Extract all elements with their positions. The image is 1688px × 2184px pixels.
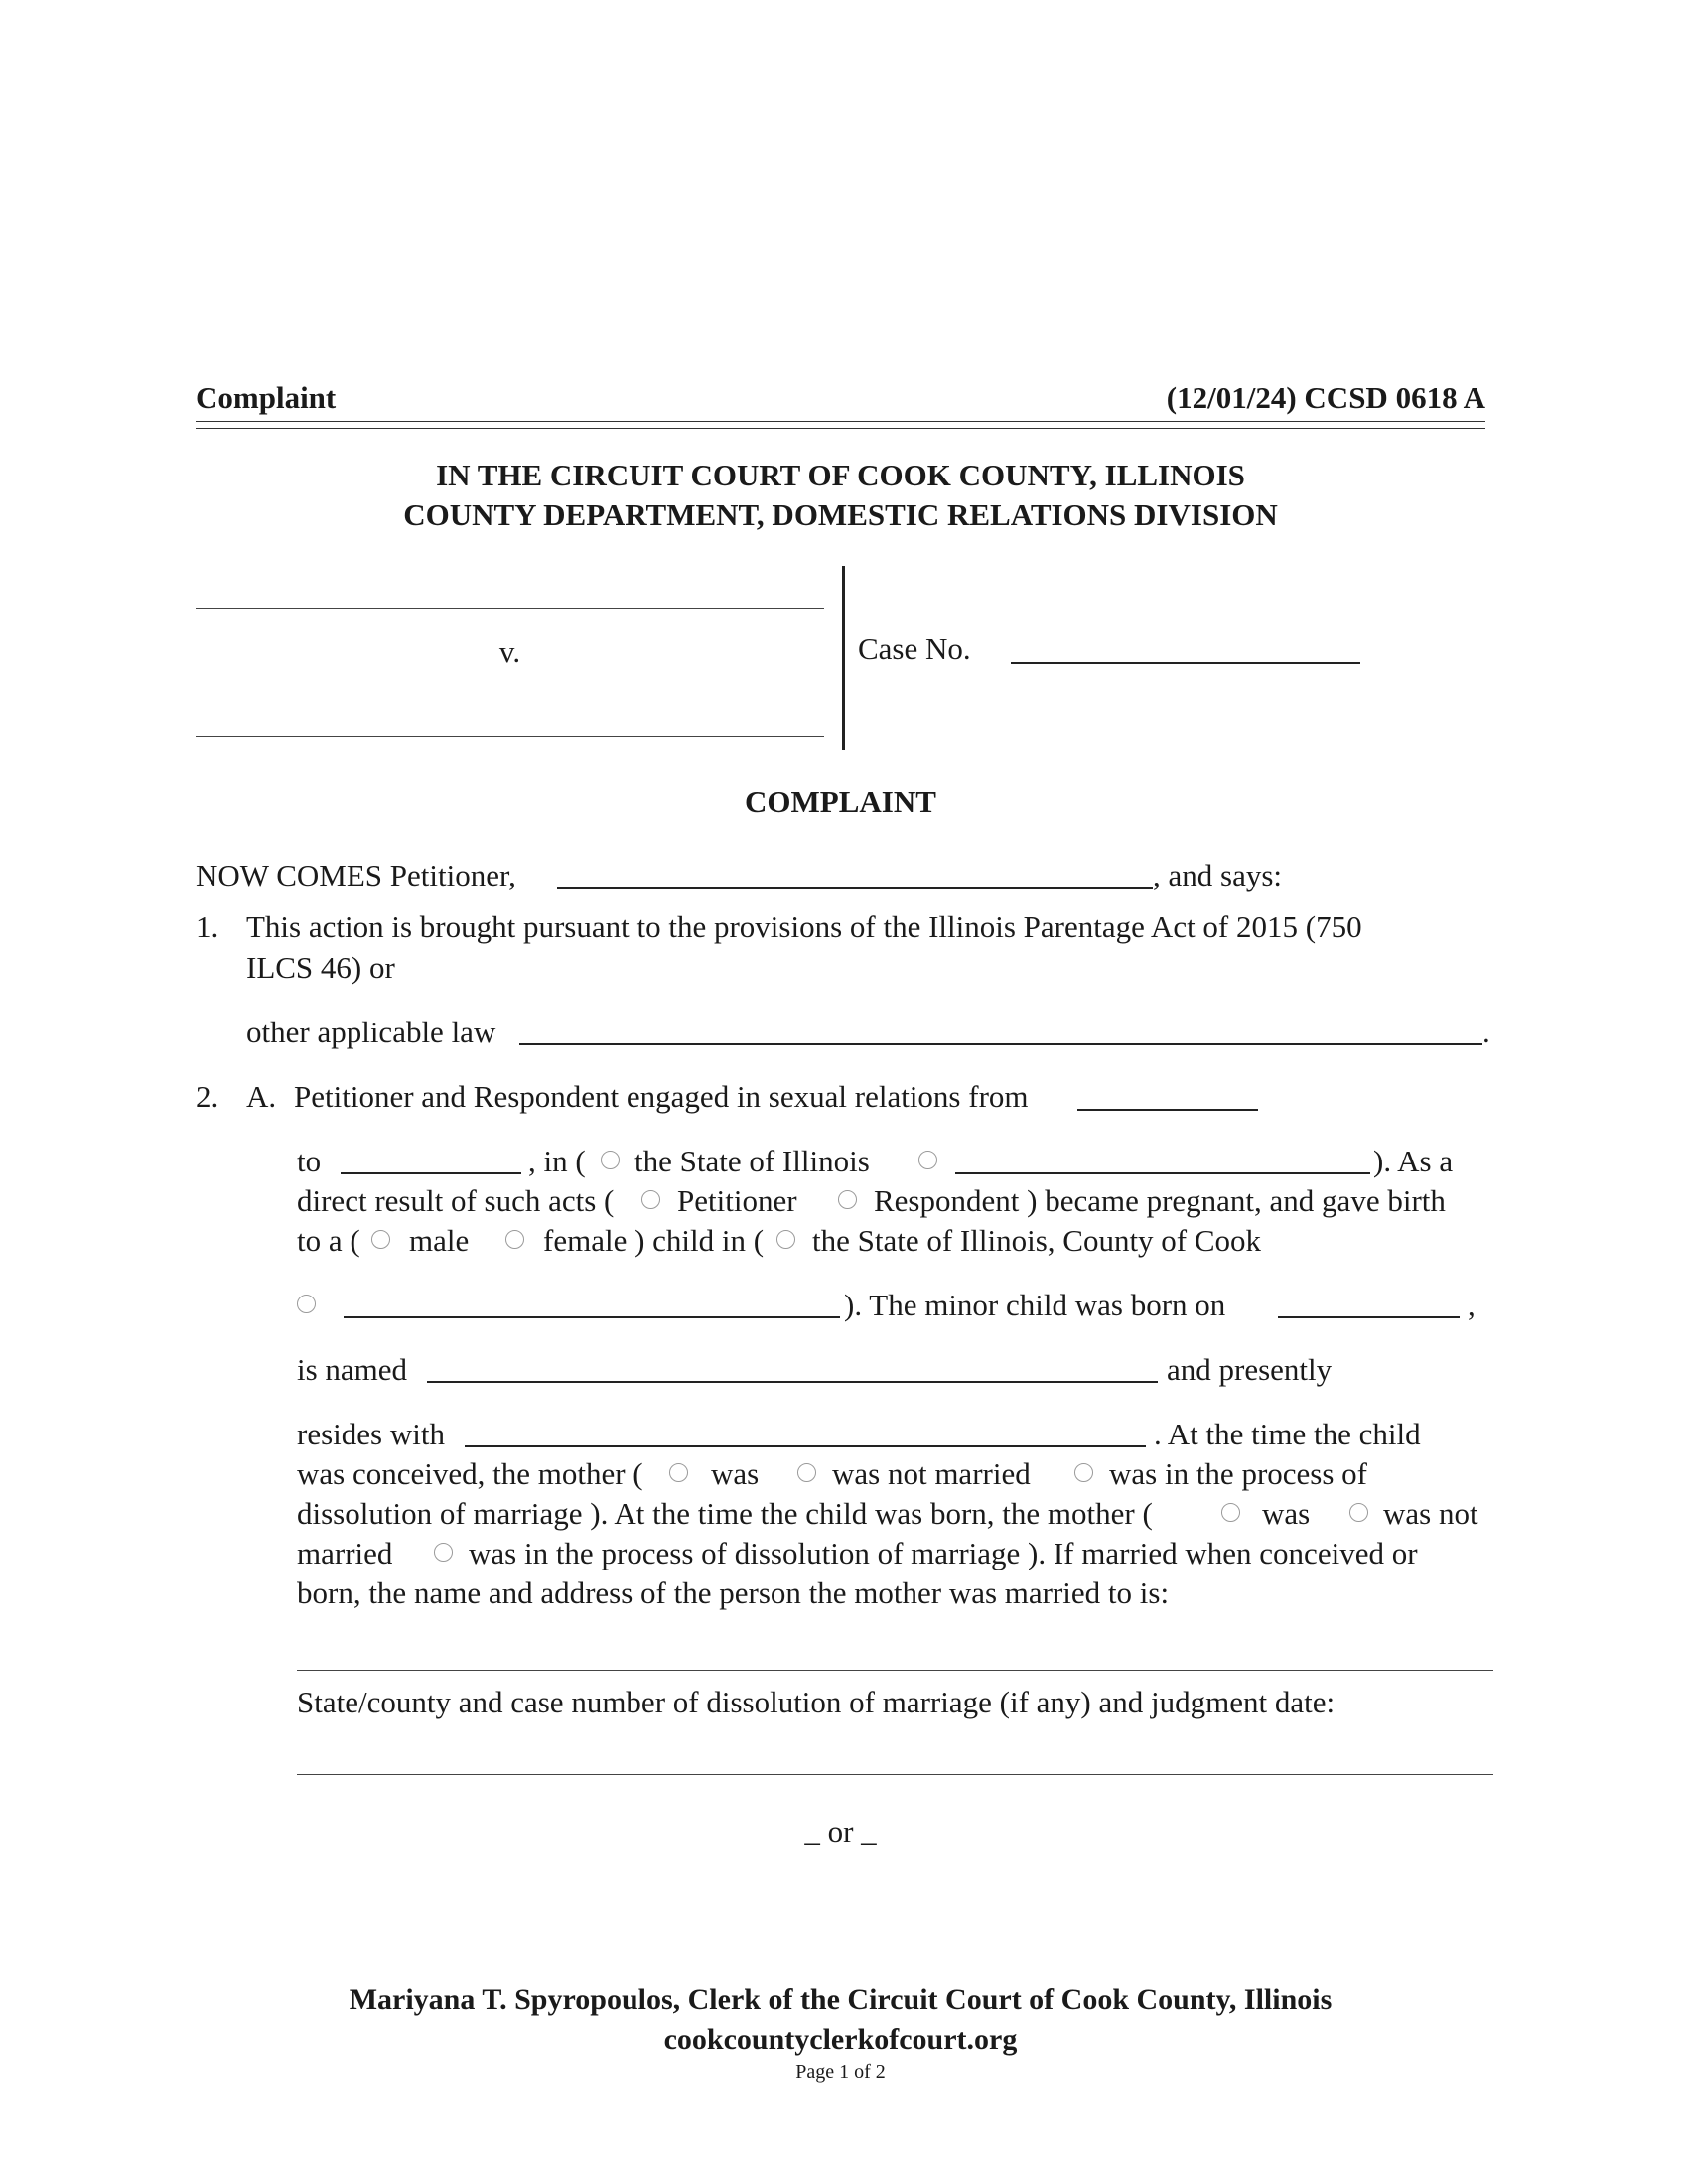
conceived-dissolution-radio[interactable] <box>1074 1463 1093 1482</box>
state-county-label: State/county and case number of dissolution of marriage (if any) and judgment date: <box>297 1685 1336 1719</box>
complaint-title: COMPLAINT <box>745 784 936 819</box>
other-law-label: other applicable law <box>246 1015 496 1049</box>
born-dissolution-text: was in the process of dissolution of marriage ). If married when conceived or <box>469 1536 1418 1570</box>
clerk-name: Mariyana T. Spyropoulos, Clerk of the Circuit Court of Cook County, Illinois <box>349 1983 1333 2016</box>
caption-divider <box>842 566 845 750</box>
header-rule-top <box>196 421 1485 422</box>
page-number: Page 1 of 2 <box>795 2061 886 2083</box>
born-on-comma: , <box>1468 1288 1476 1322</box>
intro-prefix: NOW COMES Petitioner, <box>196 858 516 892</box>
relations-to-field[interactable] <box>341 1172 521 1174</box>
in-open: , in ( <box>528 1144 586 1178</box>
born-was-label: was <box>1262 1496 1311 1531</box>
birth-other-location-radio[interactable] <box>297 1295 316 1313</box>
versus-text: v. <box>498 634 521 669</box>
direct-result-text: direct result of such acts ( <box>297 1183 615 1218</box>
conception-other-state-radio[interactable] <box>918 1151 937 1169</box>
female-label: female ) child in ( <box>543 1223 765 1258</box>
birth-cook-county-radio[interactable] <box>776 1230 795 1249</box>
relations-from-field[interactable] <box>1077 1109 1258 1111</box>
respondent-name-line[interactable] <box>196 736 824 737</box>
close-as-a: ). As a <box>1373 1144 1454 1178</box>
respondent-label: Respondent ) became pregnant, and gave birth <box>874 1183 1446 1218</box>
court-heading-line1: IN THE CIRCUIT COURT OF COOK COUNTY, ILLINOIS <box>436 458 1245 492</box>
conceived-dissolution-label: was in the process of <box>1109 1456 1367 1491</box>
petitioner-label: Petitioner <box>677 1183 797 1218</box>
conceived-not-married-radio[interactable] <box>797 1463 816 1482</box>
female-radio[interactable] <box>505 1230 524 1249</box>
form-code: (12/01/24) CCSD 0618 A <box>1166 380 1485 415</box>
birth-other-location-field[interactable] <box>344 1316 840 1318</box>
petitioner-pregnant-radio[interactable] <box>641 1190 660 1209</box>
clerk-website[interactable]: cookcountyclerkofcourt.org <box>663 2023 1018 2056</box>
to-label: to <box>297 1144 322 1178</box>
other-law-period: . <box>1482 1015 1490 1049</box>
item1-line2: ILCS 46) or <box>246 950 395 985</box>
born-was-not-label: was not <box>1383 1496 1478 1531</box>
form-name: Complaint <box>196 380 337 415</box>
born-on-text: ). The minor child was born on <box>844 1288 1226 1322</box>
at-time-child-text: . At the time the child <box>1154 1417 1421 1451</box>
item1-line1: This action is brought pursuant to the provisions of the Illinois Parentage Act of 2015 (750 <box>246 909 1362 944</box>
state-illinois-label: the State of Illinois <box>634 1144 870 1178</box>
born-not-married-radio[interactable] <box>1349 1503 1368 1522</box>
to-a-text: to a ( <box>297 1223 360 1258</box>
court-heading-line2: COUNTY DEPARTMENT, DOMESTIC RELATIONS DIVISION <box>403 497 1278 532</box>
conception-state-illinois-radio[interactable] <box>601 1151 620 1169</box>
state-cook-label: the State of Illinois, County of Cook <box>812 1223 1262 1258</box>
resides-with-label: resides with <box>297 1417 445 1451</box>
petitioner-field[interactable] <box>557 887 1153 889</box>
header-rule-bottom <box>196 428 1485 429</box>
is-named-label: is named <box>297 1352 408 1387</box>
presently-text: and presently <box>1167 1352 1333 1387</box>
respondent-pregnant-radio[interactable] <box>838 1190 857 1209</box>
birth-date-field[interactable] <box>1278 1316 1460 1318</box>
intro-suffix: , and says: <box>1153 858 1283 892</box>
item2a-label: A. <box>246 1079 277 1114</box>
or-separator: _ or _ <box>804 1814 877 1848</box>
conception-other-state-field[interactable] <box>955 1172 1370 1174</box>
male-label: male <box>409 1223 470 1258</box>
item2a-text: Petitioner and Respondent engaged in sexual relations from <box>294 1079 1029 1114</box>
case-no-field[interactable] <box>1011 662 1360 664</box>
dissolution-text: dissolution of marriage ). At the time the child was born, the mother ( <box>297 1496 1153 1531</box>
conceived-text: was conceived, the mother ( <box>297 1456 643 1491</box>
conceived-was-married-radio[interactable] <box>669 1463 688 1482</box>
born-name-text: born, the name and address of the person the mother was married to is: <box>297 1575 1170 1610</box>
born-was-married-radio[interactable] <box>1221 1503 1240 1522</box>
spouse-name-address-field[interactable] <box>297 1670 1493 1671</box>
conceived-was-label: was <box>711 1456 760 1491</box>
born-dissolution-radio[interactable] <box>434 1543 453 1562</box>
conceived-not-married-label: was not married <box>832 1456 1031 1491</box>
case-no-label: Case No. <box>858 631 971 666</box>
married-label: married <box>297 1536 393 1570</box>
resides-with-field[interactable] <box>465 1445 1146 1447</box>
male-radio[interactable] <box>371 1230 390 1249</box>
child-name-field[interactable] <box>427 1381 1158 1383</box>
item2-number: 2. <box>196 1079 219 1114</box>
state-county-field[interactable] <box>297 1774 1493 1775</box>
petitioner-name-line[interactable] <box>196 608 824 609</box>
item1-number: 1. <box>196 909 219 944</box>
other-law-field[interactable] <box>519 1043 1482 1045</box>
